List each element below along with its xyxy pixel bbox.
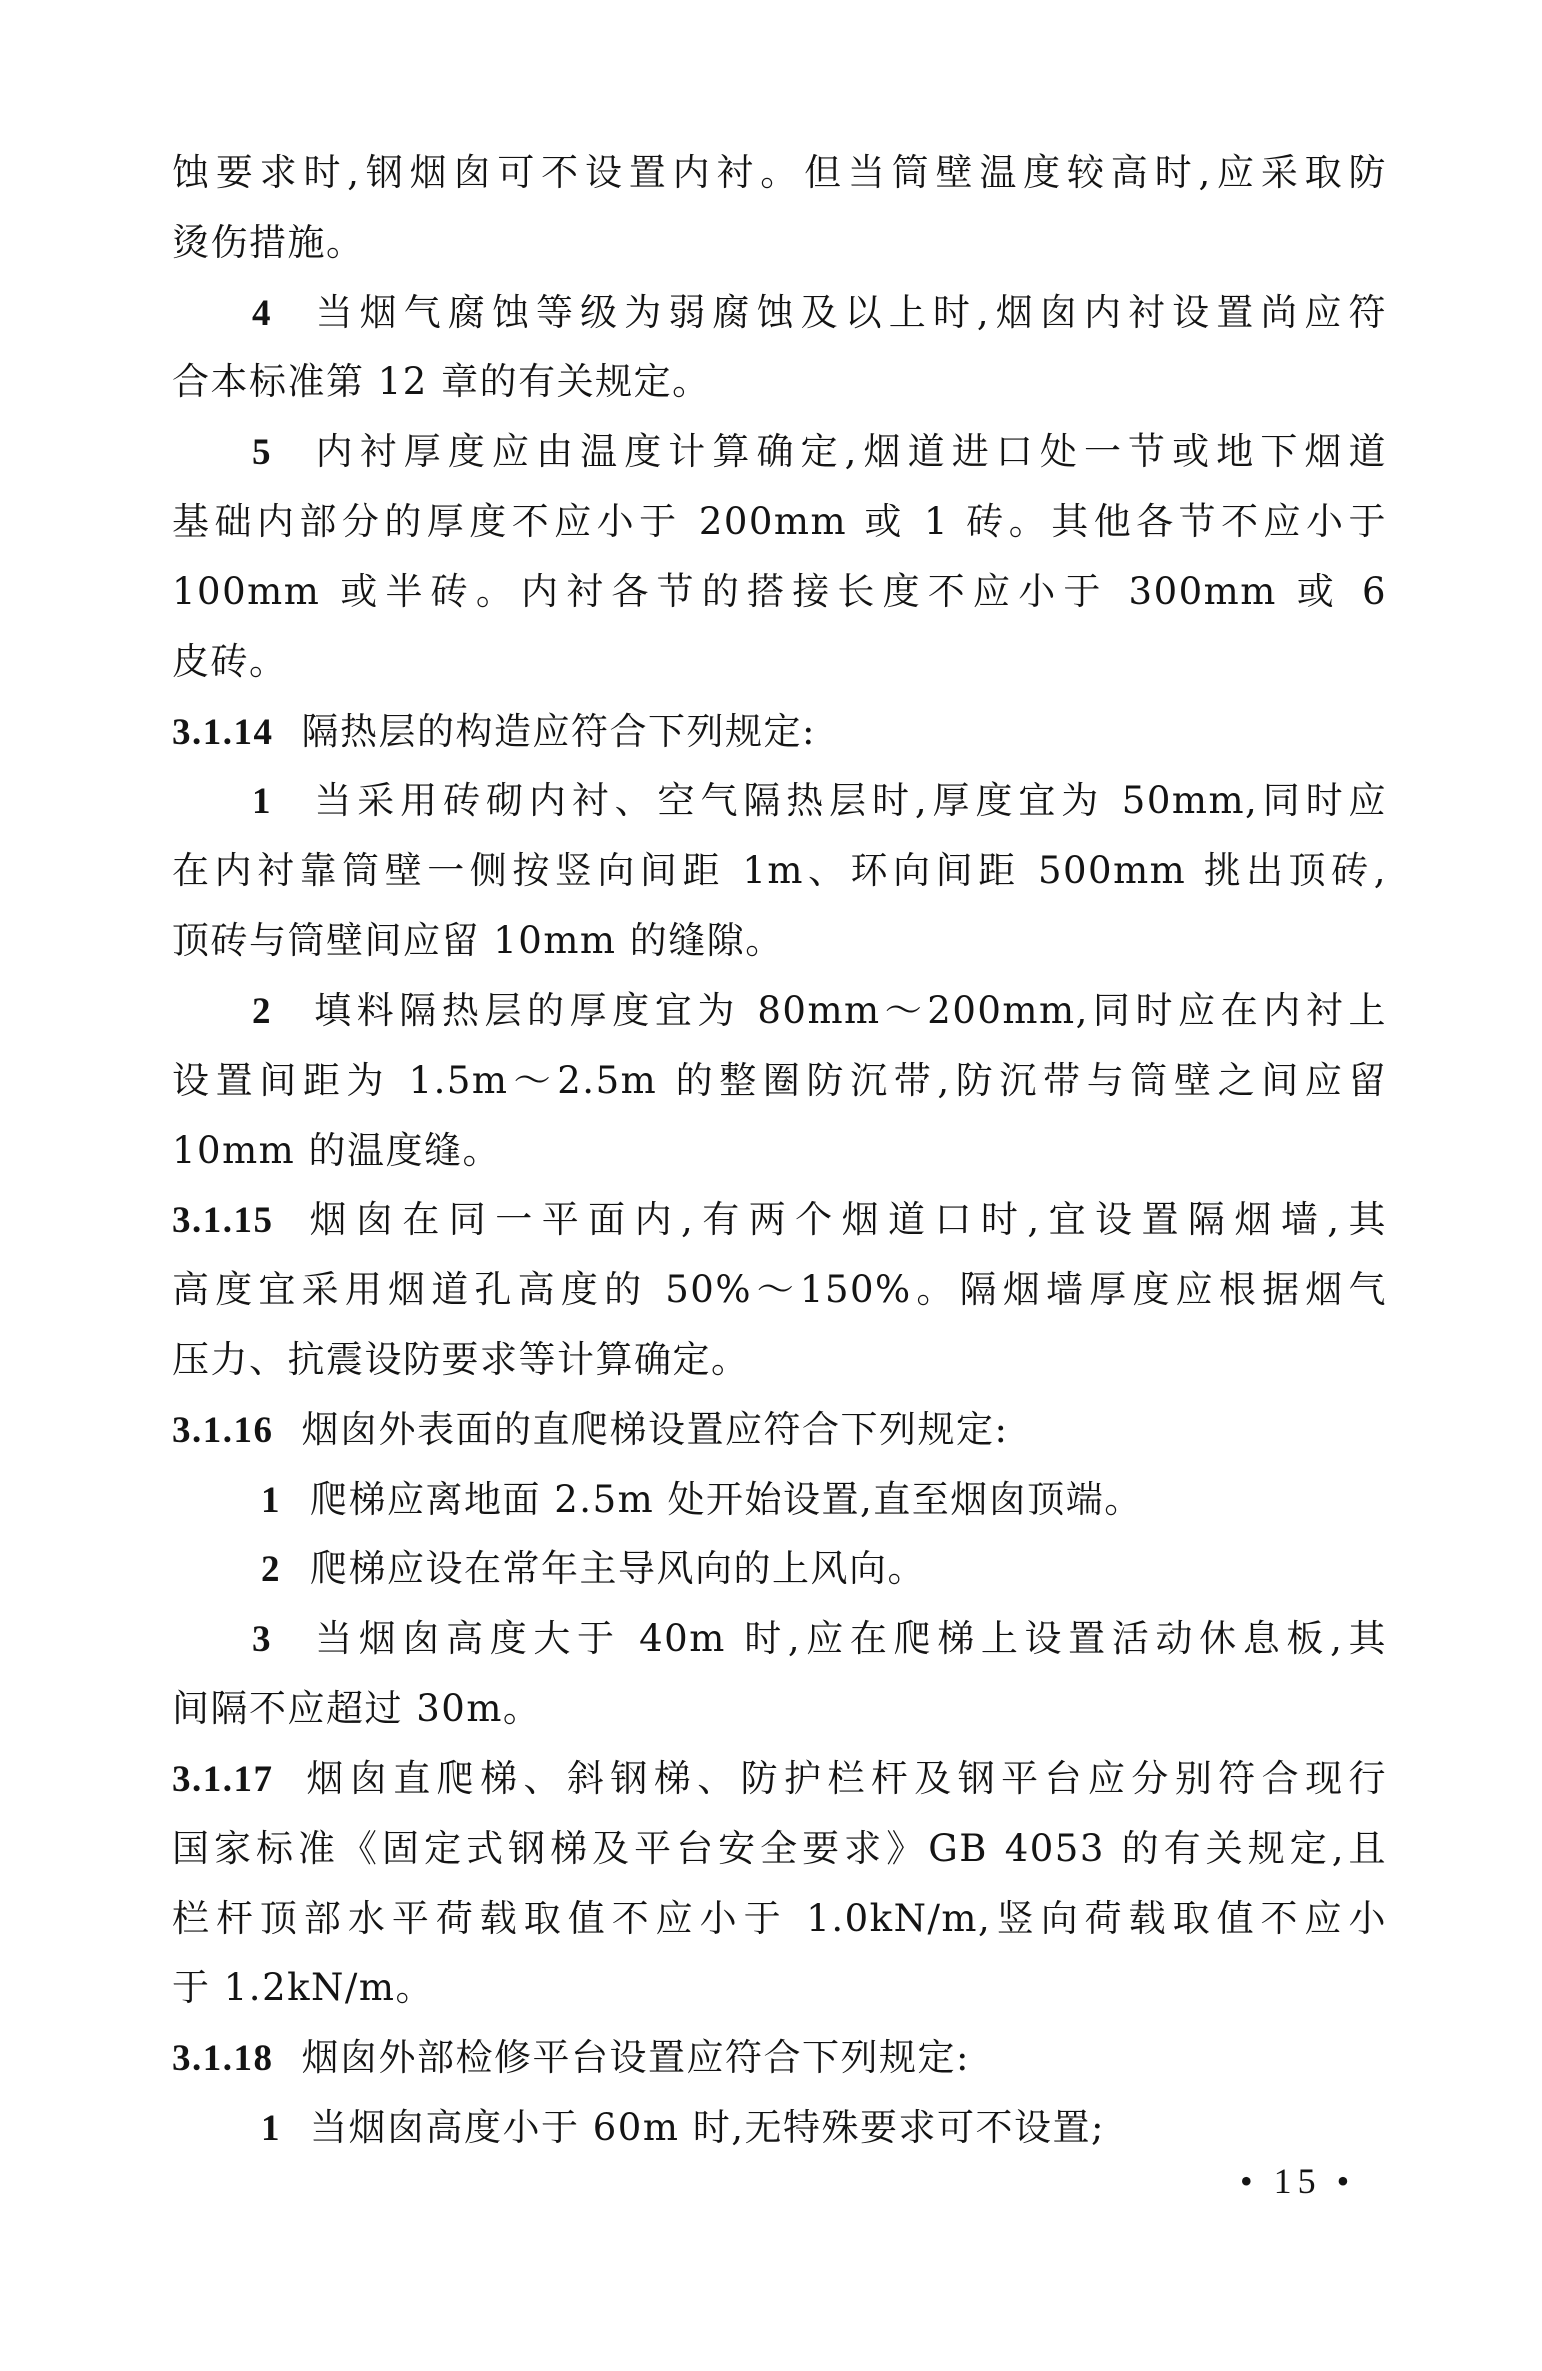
item-number: 3 (252, 1619, 272, 1660)
clause-3-1-17 (172, 1753, 1387, 1806)
line-text: 间隔不应超过 30m。 (172, 1687, 542, 1730)
line-text: 当烟气腐蚀等级为弱腐蚀及以上时,烟囱内衬设置尚应符 (310, 291, 1387, 334)
line-text: 蚀要求时,钢烟囱可不设置内衬。但当筒壁温度较高时,应采取防 (172, 151, 1387, 194)
clause-heading: 烟囱外部检修平台设置应符合下列规定: (301, 2036, 970, 2079)
item-number: 2 (261, 1549, 281, 1590)
line-text: 10mm 的温度缝。 (172, 1129, 502, 1172)
list-item-1 (172, 1474, 1387, 1527)
text-line (172, 356, 1387, 408)
text-line (172, 147, 1387, 199)
line-text: 合本标准第 12 章的有关规定。 (172, 360, 711, 403)
text-line (172, 1683, 1387, 1735)
clause-number: 3.1.17 (172, 1759, 274, 1800)
line-text: 压力、抗震设防要求等计算确定。 (172, 1338, 750, 1381)
list-item-2 (172, 985, 1387, 1038)
line-text: 当采用砖砌内衬、空气隔热层时,厚度宜为 50mm,同时应 (310, 779, 1387, 822)
line-text: 内衬厚度应由温度计算确定,烟道进口处一节或地下烟道 (310, 430, 1387, 473)
item-number: 1 (261, 2108, 281, 2149)
list-item-4 (172, 287, 1387, 340)
text-line (172, 1893, 1387, 1945)
clause-number: 3.1.18 (172, 2038, 274, 2079)
text-line (172, 1823, 1387, 1875)
line-text: 皮砖。 (172, 640, 288, 683)
text-line (172, 1334, 1387, 1386)
clause-3-1-16 (172, 1404, 1387, 1457)
page-number: • 15 • (1240, 2161, 1356, 2201)
clause-number: 3.1.15 (172, 1200, 274, 1241)
list-item-5 (172, 426, 1387, 479)
text-line (172, 1264, 1387, 1316)
item-number: 4 (252, 293, 272, 334)
clause-3-1-14 (172, 706, 1387, 759)
line-text: 爬梯应离地面 2.5m 处开始设置,直至烟囱顶端。 (310, 1478, 1143, 1521)
line-text: 烟囱在同一平面内,有两个烟道口时,宜设置隔烟墙,其 (301, 1198, 1387, 1241)
text-line (172, 1125, 1387, 1177)
text-line (172, 566, 1387, 618)
line-text: 在内衬靠筒壁一侧按竖向间距 1m、环向间距 500mm 挑出顶砖, (172, 849, 1387, 892)
clause-heading: 隔热层的构造应符合下列规定: (301, 710, 816, 753)
text-line (172, 217, 1387, 269)
text-line (172, 915, 1387, 967)
item-number: 5 (252, 432, 272, 473)
text-line (172, 1962, 1387, 2014)
item-number: 1 (252, 781, 272, 822)
clause-number: 3.1.16 (172, 1410, 274, 1451)
line-text: 高度宜采用烟道孔高度的 50%～150%。隔烟墙厚度应根据烟气 (172, 1268, 1387, 1311)
list-item-1 (172, 2102, 1387, 2155)
clause-heading: 烟囱外表面的直爬梯设置应符合下列规定: (301, 1408, 1009, 1451)
line-text: 顶砖与筒壁间应留 10mm 的缝隙。 (172, 919, 784, 962)
clause-3-1-18 (172, 2032, 1387, 2085)
item-number: 2 (252, 991, 272, 1032)
line-text: 当烟囱高度小于 60m 时,无特殊要求可不设置; (310, 2106, 1105, 2149)
text-line (172, 636, 1387, 688)
line-text: 于 1.2kN/m。 (172, 1966, 434, 2009)
line-text: 栏杆顶部水平荷载取值不应小于 1.0kN/m,竖向荷载取值不应小 (172, 1897, 1387, 1940)
line-text: 当烟囱高度大于 40m 时,应在爬梯上设置活动休息板,其 (310, 1617, 1387, 1660)
line-text: 基础内部分的厚度不应小于 200mm 或 1 砖。其他各节不应小于 (172, 500, 1387, 543)
line-text: 国家标准《固定式钢梯及平台安全要求》GB 4053 的有关规定,且 (172, 1827, 1387, 1870)
clause-number: 3.1.14 (172, 712, 274, 753)
item-number: 1 (261, 1480, 281, 1521)
text-line (172, 845, 1387, 897)
text-line (172, 1055, 1387, 1107)
list-item-1 (172, 775, 1387, 828)
list-item-3 (172, 1613, 1387, 1666)
line-text: 设置间距为 1.5m～2.5m 的整圈防沉带,防沉带与筒壁之间应留 (172, 1059, 1387, 1102)
text-line (172, 496, 1387, 548)
line-text: 烫伤措施。 (172, 221, 365, 264)
line-text: 100mm 或半砖。内衬各节的搭接长度不应小于 300mm 或 6 (172, 570, 1387, 613)
list-item-2 (172, 1543, 1387, 1596)
clause-3-1-15 (172, 1194, 1387, 1247)
line-text: 烟囱直爬梯、斜钢梯、防护栏杆及钢平台应分别符合现行 (301, 1757, 1387, 1800)
line-text: 填料隔热层的厚度宜为 80mm～200mm,同时应在内衬上 (310, 989, 1387, 1032)
line-text: 爬梯应设在常年主导风向的上风向。 (310, 1547, 926, 1590)
